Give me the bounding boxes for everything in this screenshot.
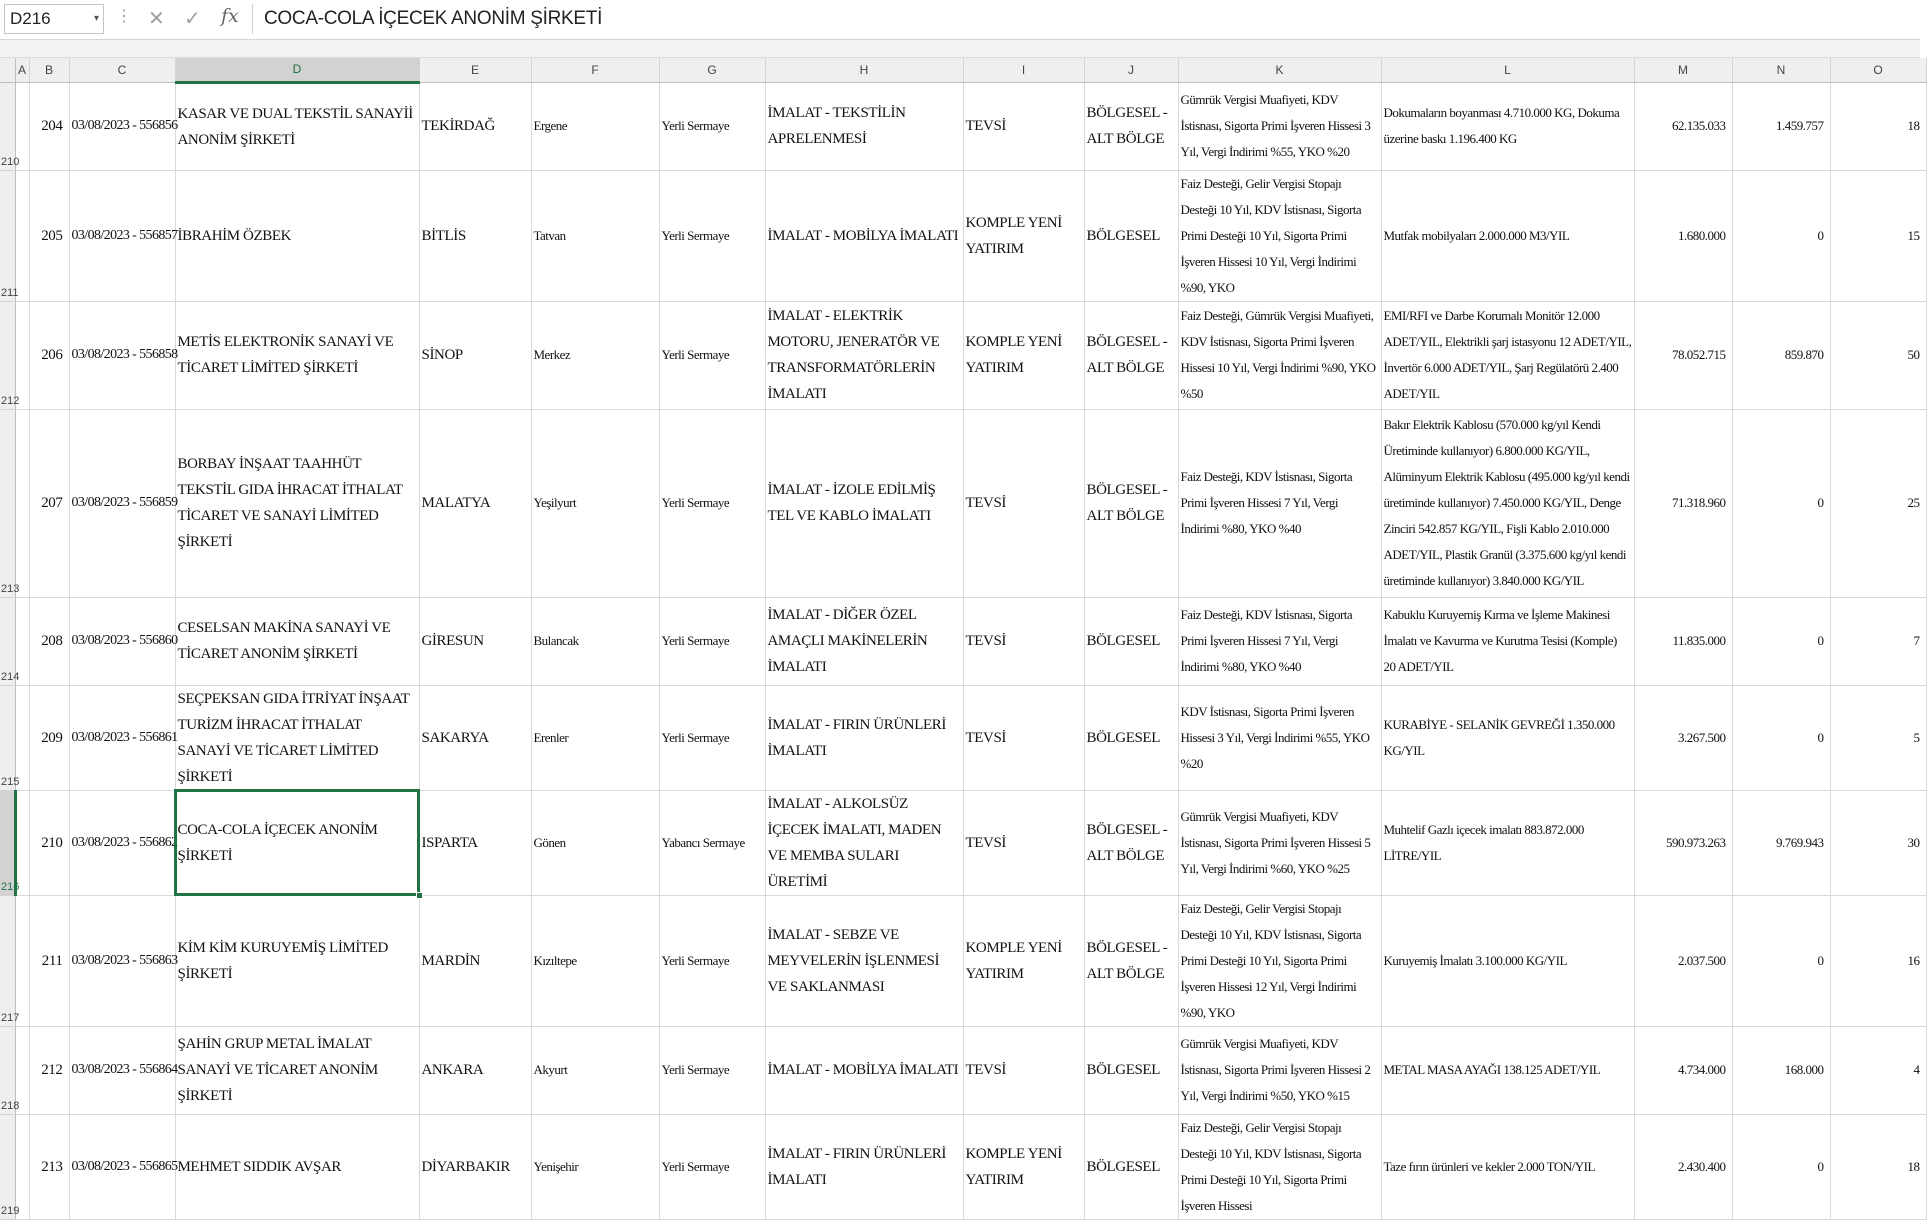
cell-province[interactable]: BİTLİS [419, 170, 531, 301]
column-header-h[interactable]: H [765, 58, 963, 82]
cell-district[interactable]: Merkez [531, 301, 659, 409]
table-row [0, 1026, 1926, 1114]
table-row [0, 685, 1926, 790]
name-box-value: D216 [10, 9, 51, 28]
select-all-corner[interactable] [0, 58, 15, 82]
cell-capital[interactable]: Yerli Sermaye [659, 82, 765, 170]
cell-amount[interactable]: 62.135.033 [1634, 82, 1732, 170]
table-row [0, 409, 1926, 597]
cell-foreign[interactable]: 0 [1732, 597, 1830, 685]
cell-no[interactable]: 211 [29, 895, 69, 1026]
cell-a[interactable] [15, 790, 29, 895]
cell-sector[interactable]: İMALAT - TEKSTİLİN APRELENMESİ [765, 82, 963, 170]
cell-a[interactable] [15, 895, 29, 1026]
cell-capacity[interactable]: METAL MASA AYAĞI 138.125 ADET/YIL [1381, 1026, 1634, 1114]
cell-foreign[interactable]: 0 [1732, 409, 1830, 597]
cell-region[interactable]: BÖLGESEL [1084, 1114, 1178, 1219]
cell-region[interactable]: BÖLGESEL [1084, 1026, 1178, 1114]
cell-date-id[interactable]: 03/08/2023 - 556865 [69, 1114, 175, 1219]
cell-no[interactable]: 207 [29, 409, 69, 597]
spreadsheet-grid[interactable] [0, 58, 1920, 1217]
cell-region[interactable]: BÖLGESEL - ALT BÖLGE [1084, 409, 1178, 597]
cell-amount[interactable]: 590.973.263 [1634, 790, 1732, 895]
cell-capacity[interactable]: Kuruyemiş İmalatı 3.100.000 KG/YIL [1381, 895, 1634, 1026]
cell-capacity[interactable]: KURABİYE - SELANİK GEVREĞİ 1.350.000 KG/YIL [1381, 685, 1634, 790]
chevron-down-icon[interactable]: ▾ [93, 13, 99, 24]
cell-employment[interactable]: 50 [1830, 301, 1926, 409]
row-header[interactable]: 214 [0, 597, 15, 685]
column-header-d[interactable]: D [175, 58, 419, 82]
cell-capital[interactable]: Yerli Sermaye [659, 409, 765, 597]
cell-province[interactable]: ANKARA [419, 1026, 531, 1114]
cell-amount[interactable]: 11.835.000 [1634, 597, 1732, 685]
cell-incentives[interactable]: Faiz Desteği, Gelir Vergisi Stopajı Desteği 10 Yıl, KDV İstisnası, Sigorta Primi Desteği 10 Yıl, Sigorta Primi İşveren Hissesi 12 Yıl, Vergi İndirimi %90, YKO [1178, 895, 1381, 1026]
column-header-b[interactable]: B [29, 58, 69, 82]
cell-district[interactable]: Kızıltepe [531, 895, 659, 1026]
cell-a[interactable] [15, 301, 29, 409]
cell-employment[interactable]: 30 [1830, 790, 1926, 895]
cell-capital[interactable]: Yerli Sermaye [659, 1114, 765, 1219]
cell-company[interactable]: SEÇPEKSAN GIDA İTRİYAT İNŞAAT TURİZM İHRACAT İTHALAT SANAYİ VE TİCARET LİMİTED ŞİRKETİ [175, 685, 419, 790]
cell-district[interactable]: Ergene [531, 82, 659, 170]
column-header-o[interactable]: O [1830, 58, 1926, 82]
cell-company[interactable]: ŞAHİN GRUP METAL İMALAT SANAYİ VE TİCARET ANONİM ŞİRKETİ [175, 1026, 419, 1114]
cell-amount[interactable]: 71.318.960 [1634, 409, 1732, 597]
cell-a[interactable] [15, 409, 29, 597]
cell-amount[interactable]: 2.430.400 [1634, 1114, 1732, 1219]
cell-investment-type[interactable]: KOMPLE YENİ YATIRIM [963, 170, 1084, 301]
cell-investment-type[interactable]: TEVSİ [963, 1026, 1084, 1114]
cell-foreign[interactable]: 859.870 [1732, 301, 1830, 409]
cell-company[interactable]: KİM KİM KURUYEMİŞ LİMİTED ŞİRKETİ [175, 895, 419, 1026]
cell-no[interactable]: 210 [29, 790, 69, 895]
cell-company[interactable]: MEHMET SIDDIK AVŞAR [175, 1114, 419, 1219]
column-header-j[interactable]: J [1084, 58, 1178, 82]
cell-foreign[interactable]: 0 [1732, 1114, 1830, 1219]
cell-date-id[interactable]: 03/08/2023 - 556863 [69, 895, 175, 1026]
cell-amount[interactable]: 3.267.500 [1634, 685, 1732, 790]
cell-incentives[interactable]: Gümrük Vergisi Muafiyeti, KDV İstisnası, Sigorta Primi İşveren Hissesi 2 Yıl, Vergi İndirimi %50, YKO %15 [1178, 1026, 1381, 1114]
cell-a[interactable] [15, 685, 29, 790]
cell-sector[interactable]: İMALAT - DİĞER ÖZEL AMAÇLI MAKİNELERİN İMALATI [765, 597, 963, 685]
cell-employment[interactable]: 18 [1830, 1114, 1926, 1219]
cell-sector[interactable]: İMALAT - ALKOLSÜZ İÇECEK İMALATI, MADEN VE MEMBA SULARI ÜRETİMİ [765, 790, 963, 895]
fill-handle[interactable] [416, 892, 423, 899]
cell-province[interactable]: SAKARYA [419, 685, 531, 790]
cell-capacity[interactable]: Kabuklu Kuruyemiş Kırma ve İşleme Makinesi İmalatı ve Kavurma ve Kurutma Tesisi (Komple) 20 ADET/YIL [1381, 597, 1634, 685]
cell-sector[interactable]: İMALAT - MOBİLYA İMALATI [765, 1026, 963, 1114]
cell-no[interactable]: 206 [29, 301, 69, 409]
more-vertical-icon[interactable]: ⋮ [116, 6, 132, 25]
row-header[interactable]: 218 [0, 1026, 15, 1114]
cell-employment[interactable]: 18 [1830, 82, 1926, 170]
cell-date-id[interactable]: 03/08/2023 - 556862 [69, 790, 175, 895]
cell-no[interactable]: 208 [29, 597, 69, 685]
cell-region[interactable]: BÖLGESEL - ALT BÖLGE [1084, 82, 1178, 170]
table-row [0, 301, 1926, 409]
sheet-table [0, 58, 1927, 1220]
cell-no[interactable]: 205 [29, 170, 69, 301]
cell-region[interactable]: BÖLGESEL [1084, 170, 1178, 301]
cell-capital[interactable]: Yerli Sermaye [659, 1026, 765, 1114]
formula-bar-divider [252, 4, 253, 34]
cell-investment-type[interactable]: TEVSİ [963, 790, 1084, 895]
cell-capacity[interactable]: Bakır Elektrik Kablosu (570.000 kg/yıl Kendi Üretiminde kullanıyor) 6.800.000 KG/YIL, Alüminyum Elektrik Kablosu (495.000 kg/yıl kendi üretiminde kullanıyor) 7.450.000 KG/YIL, Denge Zinciri 542.857 KG/YIL, Fişli Kablo 2.010.000 ADET/YIL, Plastik Granül (3.375.600 kg/yıl kendi üretiminde kullanıyor) 3.840.000 KG/YIL [1381, 409, 1634, 597]
cell-company[interactable]: İBRAHİM ÖZBEK [175, 170, 419, 301]
cell-incentives[interactable]: Gümrük Vergisi Muafiyeti, KDV İstisnası, Sigorta Primi İşveren Hissesi 3 Yıl, Vergi İndirimi %55, YKO %20 [1178, 82, 1381, 170]
cell-foreign[interactable]: 0 [1732, 170, 1830, 301]
cell-employment[interactable]: 25 [1830, 409, 1926, 597]
column-header-g[interactable]: G [659, 58, 765, 82]
cell-district[interactable]: Akyurt [531, 1026, 659, 1114]
column-header-l[interactable]: L [1381, 58, 1634, 82]
cell-foreign[interactable]: 0 [1732, 685, 1830, 790]
cell-foreign[interactable]: 0 [1732, 895, 1830, 1026]
column-header-n[interactable]: N [1732, 58, 1830, 82]
cell-no[interactable]: 213 [29, 1114, 69, 1219]
cell-incentives[interactable]: Gümrük Vergisi Muafiyeti, KDV İstisnası, Sigorta Primi İşveren Hissesi 5 Yıl, Vergi İndirimi %60, YKO %25 [1178, 790, 1381, 895]
cell-sector[interactable]: İMALAT - FIRIN ÜRÜNLERİ İMALATI [765, 1114, 963, 1219]
name-box[interactable] [4, 4, 104, 34]
cell-region[interactable]: BÖLGESEL - ALT BÖLGE [1084, 790, 1178, 895]
cell-district[interactable]: Gönen [531, 790, 659, 895]
cell-capacity[interactable]: Mutfak mobilyaları 2.000.000 M3/YIL [1381, 170, 1634, 301]
cell-region[interactable]: BÖLGESEL [1084, 685, 1178, 790]
cell-capital[interactable]: Yerli Sermaye [659, 597, 765, 685]
table-row [0, 597, 1926, 685]
cell-date-id[interactable]: 03/08/2023 - 556857 [69, 170, 175, 301]
column-header-e[interactable]: E [419, 58, 531, 82]
cell-capital[interactable]: Yerli Sermaye [659, 301, 765, 409]
table-row [0, 895, 1926, 1026]
row-header[interactable]: 210 [0, 82, 15, 170]
table-row [0, 170, 1926, 301]
cell-incentives[interactable]: Faiz Desteği, Gelir Vergisi Stopajı Desteği 10 Yıl, KDV İstisnası, Sigorta Primi Desteği 10 Yıl, Sigorta Primi İşveren Hissesi [1178, 1114, 1381, 1219]
row-header[interactable]: 212 [0, 301, 15, 409]
cell-district[interactable]: Yenişehir [531, 1114, 659, 1219]
cell-capacity[interactable]: EMI/RFI ve Darbe Korumalı Monitör 12.000 ADET/YIL, Elektrikli şarj istasyonu 12 ADET/YIL, İnvertör 6.000 ADET/YIL, Şarj Regülatörü 2.400 ADET/YIL [1381, 301, 1634, 409]
cell-company[interactable]: KASAR VE DUAL TEKSTİL SANAYİİ ANONİM ŞİRKETİ [175, 82, 419, 170]
cell-incentives[interactable]: Faiz Desteği, Gelir Vergisi Stopajı Desteği 10 Yıl, KDV İstisnası, Sigorta Primi Desteği 10 Yıl, Sigorta Primi İşveren Hissesi 10 Yıl, Vergi İndirimi %90, YKO [1178, 170, 1381, 301]
cell-foreign[interactable]: 1.459.757 [1732, 82, 1830, 170]
cell-province[interactable]: TEKİRDAĞ [419, 82, 531, 170]
cell-capital[interactable]: Yabancı Sermaye [659, 790, 765, 895]
cell-province[interactable]: MARDİN [419, 895, 531, 1026]
cell-company[interactable]: CESELSAN MAKİNA SANAYİ VE TİCARET ANONİM ŞİRKETİ [175, 597, 419, 685]
cell-province[interactable]: GİRESUN [419, 597, 531, 685]
cell-employment[interactable]: 5 [1830, 685, 1926, 790]
cell-province[interactable]: DİYARBAKIR [419, 1114, 531, 1219]
table-row [0, 82, 1926, 170]
cell-a[interactable] [15, 1114, 29, 1219]
column-header-i[interactable]: I [963, 58, 1084, 82]
cell-date-id[interactable]: 03/08/2023 - 556860 [69, 597, 175, 685]
enter-check-icon[interactable]: ✓ [184, 6, 201, 30]
cell-capacity[interactable]: Muhtelif Gazlı içecek imalatı 883.872.000 LİTRE/YIL [1381, 790, 1634, 895]
cell-capacity[interactable]: Taze fırın ürünleri ve kekler 2.000 TON/YIL [1381, 1114, 1634, 1219]
formula-bar [0, 0, 1920, 40]
cell-incentives[interactable]: KDV İstisnası, Sigorta Primi İşveren Hissesi 3 Yıl, Vergi İndirimi %55, YKO %20 [1178, 685, 1381, 790]
cell-date-id[interactable]: 03/08/2023 - 556864 [69, 1026, 175, 1114]
row-header[interactable]: 211 [0, 170, 15, 301]
row-header[interactable]: 219 [0, 1114, 15, 1219]
cell-sector[interactable]: İMALAT - MOBİLYA İMALATI [765, 170, 963, 301]
cell-sector[interactable]: İMALAT - FIRIN ÜRÜNLERİ İMALATI [765, 685, 963, 790]
cell-investment-type[interactable]: TEVSİ [963, 82, 1084, 170]
insert-function-icon[interactable]: fx [221, 5, 239, 27]
column-header-f[interactable]: F [531, 58, 659, 82]
cell-sector[interactable]: İMALAT - ELEKTRİK MOTORU, JENERATÖR VE TRANSFORMATÖRLERİN İMALATI [765, 301, 963, 409]
active-cell[interactable]: COCA-COLA İÇECEK ANONİM ŞİRKETİ [175, 790, 419, 895]
cell-investment-type[interactable]: TEVSİ [963, 597, 1084, 685]
cell-company[interactable]: BORBAY İNŞAAT TAAHHÜT TEKSTİL GIDA İHRACAT İTHALAT TİCARET VE SANAYİ LİMİTED ŞİRKETİ [175, 409, 419, 597]
cell-employment[interactable]: 4 [1830, 1026, 1926, 1114]
column-header-m[interactable]: M [1634, 58, 1732, 82]
cell-district[interactable]: Erenler [531, 685, 659, 790]
cell-foreign[interactable]: 168.000 [1732, 1026, 1830, 1114]
cell-province[interactable]: SİNOP [419, 301, 531, 409]
cell-no[interactable]: 204 [29, 82, 69, 170]
cell-employment[interactable]: 7 [1830, 597, 1926, 685]
column-header-k[interactable]: K [1178, 58, 1381, 82]
table-row [0, 1114, 1926, 1219]
row-header[interactable]: 215 [0, 685, 15, 790]
column-header-c[interactable]: C [69, 58, 175, 82]
cell-amount[interactable]: 78.052.715 [1634, 301, 1732, 409]
row-header[interactable]: 213 [0, 409, 15, 597]
cell-region[interactable]: BÖLGESEL - ALT BÖLGE [1084, 895, 1178, 1026]
formula-input[interactable]: COCA-COLA İÇECEK ANONİM ŞİRKETİ [264, 8, 603, 29]
cell-date-id[interactable]: 03/08/2023 - 556858 [69, 301, 175, 409]
column-header-a[interactable]: A [15, 58, 29, 82]
cell-employment[interactable]: 16 [1830, 895, 1926, 1026]
cancel-icon[interactable]: ✕ [148, 6, 165, 30]
cell-capital[interactable]: Yerli Sermaye [659, 685, 765, 790]
cell-region[interactable]: BÖLGESEL [1084, 597, 1178, 685]
cell-incentives[interactable]: Faiz Desteği, KDV İstisnası, Sigorta Primi İşveren Hissesi 7 Yıl, Vergi İndirimi %80, YKO %40 [1178, 409, 1381, 597]
column-header-row [0, 58, 1926, 82]
ribbon-gap [0, 40, 1920, 58]
cell-amount[interactable]: 4.734.000 [1634, 1026, 1732, 1114]
cell-incentives[interactable]: Faiz Desteği, Gümrük Vergisi Muafiyeti, KDV İstisnası, Sigorta Primi İşveren Hissesi 10 Yıl, Vergi İndirimi %90, YKO %50 [1178, 301, 1381, 409]
cell-province[interactable]: ISPARTA [419, 790, 531, 895]
cell-investment-type[interactable]: KOMPLE YENİ YATIRIM [963, 301, 1084, 409]
cell-investment-type[interactable]: KOMPLE YENİ YATIRIM [963, 895, 1084, 1026]
cell-date-id[interactable]: 03/08/2023 - 556856 [69, 82, 175, 170]
cell-company[interactable]: METİS ELEKTRONİK SANAYİ VE TİCARET LİMİTED ŞİRKETİ [175, 301, 419, 409]
cell-province[interactable]: MALATYA [419, 409, 531, 597]
cell-district[interactable]: Tatvan [531, 170, 659, 301]
cell-capacity[interactable]: Dokumaların boyanması 4.710.000 KG, Dokuma üzerine baskı 1.196.400 KG [1381, 82, 1634, 170]
row-header[interactable]: 216 [0, 790, 15, 895]
cell-amount[interactable]: 2.037.500 [1634, 895, 1732, 1026]
table-row [0, 790, 1926, 895]
cell-district[interactable]: Yeşilyurt [531, 409, 659, 597]
cell-sector[interactable]: İMALAT - İZOLE EDİLMİŞ TEL VE KABLO İMALATI [765, 409, 963, 597]
cell-date-id[interactable]: 03/08/2023 - 556859 [69, 409, 175, 597]
cell-no[interactable]: 209 [29, 685, 69, 790]
cell-employment[interactable]: 15 [1830, 170, 1926, 301]
cell-incentives[interactable]: Faiz Desteği, KDV İstisnası, Sigorta Primi İşveren Hissesi 7 Yıl, Vergi İndirimi %80, YKO %40 [1178, 597, 1381, 685]
cell-a[interactable] [15, 170, 29, 301]
cell-capital[interactable]: Yerli Sermaye [659, 895, 765, 1026]
cell-sector[interactable]: İMALAT - SEBZE VE MEYVELERİN İŞLENMESİ VE SAKLANMASI [765, 895, 963, 1026]
cell-foreign[interactable]: 9.769.943 [1732, 790, 1830, 895]
cell-date-id[interactable]: 03/08/2023 - 556861 [69, 685, 175, 790]
cell-investment-type[interactable]: TEVSİ [963, 409, 1084, 597]
cell-district[interactable]: Bulancak [531, 597, 659, 685]
cell-investment-type[interactable]: KOMPLE YENİ YATIRIM [963, 1114, 1084, 1219]
cell-region[interactable]: BÖLGESEL - ALT BÖLGE [1084, 301, 1178, 409]
row-header[interactable]: 217 [0, 895, 15, 1026]
cell-no[interactable]: 212 [29, 1026, 69, 1114]
cell-capital[interactable]: Yerli Sermaye [659, 170, 765, 301]
cell-amount[interactable]: 1.680.000 [1634, 170, 1732, 301]
cell-investment-type[interactable]: TEVSİ [963, 685, 1084, 790]
